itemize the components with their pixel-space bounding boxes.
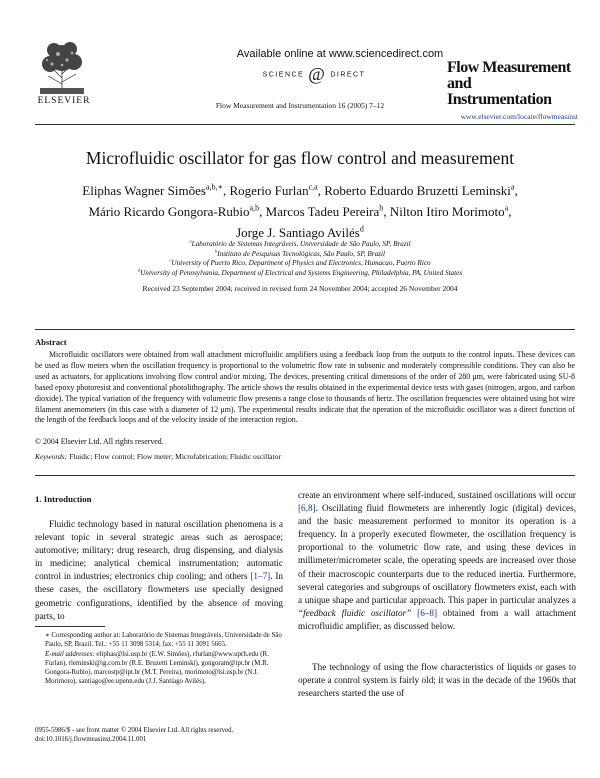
affiliation-text: Laboratório de Sistemas Integráveis, Universidade de São Paulo, SP, Brazil — [191, 240, 411, 248]
body-text: create an environment where self-induced, sustained oscillations will occur — [298, 490, 576, 500]
journal-title — [447, 60, 577, 108]
publisher-name: ELSEVIER — [37, 96, 91, 106]
journal-title-line1: Flow Measurement — [447, 59, 571, 76]
affiliation — [60, 240, 540, 250]
body-text: . In these cases, the oscillatory flowmeters use specially designed geometric configurations, identified by the absence of moving parts, to — [35, 571, 284, 621]
doi[interactable]: doi:10.1016/j.flowmeasinst.2004.11.001 — [35, 736, 147, 744]
author-sep: , — [383, 204, 390, 219]
author-sup[interactable]: a,b — [249, 203, 260, 213]
body-paragraph: The technology of using the flow characteristics of liquids or gases to operate a control system is fairly old; it was in the decade of the 1960s that researchers started the use of — [298, 662, 576, 699]
affiliation-text: Instituto de Pesquisas Tecnológicas, São Paulo, SP, Brazil — [217, 249, 385, 258]
author-name: Nilton Itiro Morimoto — [389, 204, 505, 219]
page-footer — [35, 726, 335, 745]
author-name: Jorge J. Santiago Avilés — [236, 225, 360, 240]
body-paragraph — [298, 489, 576, 633]
affiliation — [60, 259, 540, 269]
affiliation-mark: c — [169, 258, 172, 264]
affiliation-mark: d — [137, 267, 141, 273]
body-paragraph — [35, 518, 283, 623]
author-name: Eliphas Wagner Simões — [82, 183, 206, 198]
author-name: Rogerio Furlan — [229, 183, 309, 198]
author-sup[interactable]: b — [379, 203, 384, 213]
keywords-label: Keywords: — [35, 452, 68, 461]
body-text: . Oscillating fluid flowmeters are inherently logic (digital) devices, and the basic measurement performed to monitor its operation is a frequency. In a properly executed flowmeter, the oscillation frequency is proportional to the volumetric flow rate, and using these devices in millimeter/micrometer scale, the operating speeds are increased over those of their macroscopic counterparts due to the reduced inertia. Furthermore, several categories and subgroups of oscillatory flowmeters exist, each with a unique shape and particular approach. This paper in particular analyzes a — [298, 503, 576, 605]
affiliation-mark: b — [215, 248, 218, 254]
keywords-text: Fluidic; Flow control; Flow meter; Microfabrication; Fluidic oscillator — [67, 452, 281, 461]
affiliation-text: University of Puerto Rico, Department of Physics and Electronics, Humacao, Puerto Rico — [171, 259, 431, 268]
body-text: obtained from a wall attachment microfluidic amplifier, as discussed below. — [298, 607, 577, 631]
email-addresses — [35, 650, 283, 687]
elsevier-tree-logo — [38, 40, 86, 95]
abstract-text: Microfluidic oscillators were obtained from wall attachment microfluidic amplifiers using a feedback loop from the outputs to the control inputs. These devices can be used as flow meters when the oscillation frequency is proportional to the volumetric flow rate in subsonic and moderately compressible conditions. They can also be used as actuators, for applications involving flow control and/or mixing. The devices, presenting critical dimensions of the order of 280 μm, were fabricated using SU-8 based epoxy photoresist and conventional photolithography. The article shows the results obtained in the experimental device tests with gases (nitrogen, argon, and carbon dioxide). The typical variation of the frequency with volumetric flow presents a range close to thousands of hertz. The oscillation frequencies were obtained using hot wire filament anemometers (in this case with a diameter of 12 μm). The experimental results indicate that the operation of the microfluidic oscillator was a direct function of the length of the feedback loops and of the velocity inside of the interaction region. — [35, 350, 575, 425]
reference-link[interactable]: [6,8] — [298, 503, 316, 514]
author-sup[interactable]: d — [359, 224, 364, 234]
affiliation — [60, 250, 540, 260]
journal-title-line2: and Instrumentation — [447, 75, 552, 108]
author-line-2 — [60, 201, 540, 222]
author-line-1 — [60, 180, 540, 201]
paper-title: Microfluidic oscillator for gas flow control and measurement — [85, 148, 515, 168]
affiliation — [60, 269, 540, 279]
available-online[interactable]: Available online at www.sciencedirect.com — [236, 48, 444, 60]
body-quote: “feedback fluidic oscillator” — [298, 607, 412, 618]
author-name: Roberto Eduardo Bruzetti Leminski — [324, 183, 511, 198]
author-list — [60, 180, 540, 243]
sd-left: SCIENCE — [262, 71, 305, 79]
abstract-top-rule — [35, 329, 575, 330]
keywords — [35, 452, 575, 461]
author-sup[interactable]: a,b,∗ — [205, 182, 223, 192]
affiliation-text: University of Pennsylvania, Department of Electrical and Systems Engineering, Philadelphia, PA, United States — [140, 269, 463, 278]
abstract-heading: Abstract — [35, 337, 67, 347]
author-sup[interactable]: c,a — [308, 182, 318, 192]
reference-link[interactable]: [6–8] — [417, 607, 438, 618]
footnote — [35, 631, 283, 687]
affiliations — [60, 240, 540, 279]
abstract-bottom-rule — [35, 475, 575, 476]
front-matter-line: 0955-5986/$ - see front matter © 2004 Elsevier Ltd. All rights reserved. — [35, 727, 234, 734]
sd-right: DIRECT — [330, 71, 366, 79]
affiliation-mark: a — [189, 238, 192, 244]
journal-url[interactable]: www.elsevier.com/locate/flowmeasinst — [460, 112, 578, 121]
abstract-copyright: © 2004 Elsevier Ltd. All rights reserved. — [35, 437, 164, 446]
author-sep: , — [317, 183, 325, 198]
header-rule — [35, 124, 575, 125]
email-label: E-mail addresses: — [45, 650, 95, 658]
author-sep: , — [508, 204, 512, 219]
corresponding-author: ∗ Corresponding author at: Laboratório de Sistemas Integráveis, Universidade de São Paulo, SP, Brazil. Tel.: +55 11 3098 5314; fax: +55 11 3091 5665. — [45, 632, 282, 649]
author-name: Marcos Tadeu Pereira — [265, 204, 380, 219]
section-heading: 1. Introduction — [35, 494, 92, 504]
author-sep: , — [514, 183, 518, 198]
journal-citation: Flow Measurement and Instrumentation 16 (2005) 7–12 — [215, 101, 385, 110]
received-dates: Received 23 September 2004; received in revised form 24 November 2004; accepted 26 November 2004 — [142, 284, 458, 293]
author-name: Mário Ricardo Gongora-Rubio — [88, 204, 250, 219]
sciencedirect-logo — [214, 64, 414, 85]
reference-link[interactable]: [1–7] — [250, 571, 271, 582]
author-sup[interactable]: a — [504, 203, 509, 213]
email-list[interactable]: eliphas@lsi.usp.br (E.W. Simões), rfurlan@www.uprh.edu (R. Furlan), rleminski@ig.com.br (R.E. Bruzetti Leminski), gongoram@ipt.br (M.R. Gongora-Rubio), marcostp@ipt.br (M.T. Pereira), morimoto@lsi.usp.br (N.I. Morimoto), santiago@ee.upenn.edu (J.J. Santiago Avilés). — [45, 650, 269, 686]
author-sup[interactable]: a — [510, 182, 515, 192]
author-sep: , — [259, 204, 266, 219]
footnote-rule — [35, 626, 105, 627]
body-text: Fluidic technology based in natural oscillation phenomena is a relevant topic in several strategic areas such as aerospace; automotive; military; drug research, drug dispensing, and dialysis in medicine; analytical chemical instrumentation; automatic control in industries; electronics chip cooling; and others — [35, 519, 283, 582]
author-sep: , — [223, 183, 230, 198]
sd-glyph: @ — [308, 64, 327, 84]
